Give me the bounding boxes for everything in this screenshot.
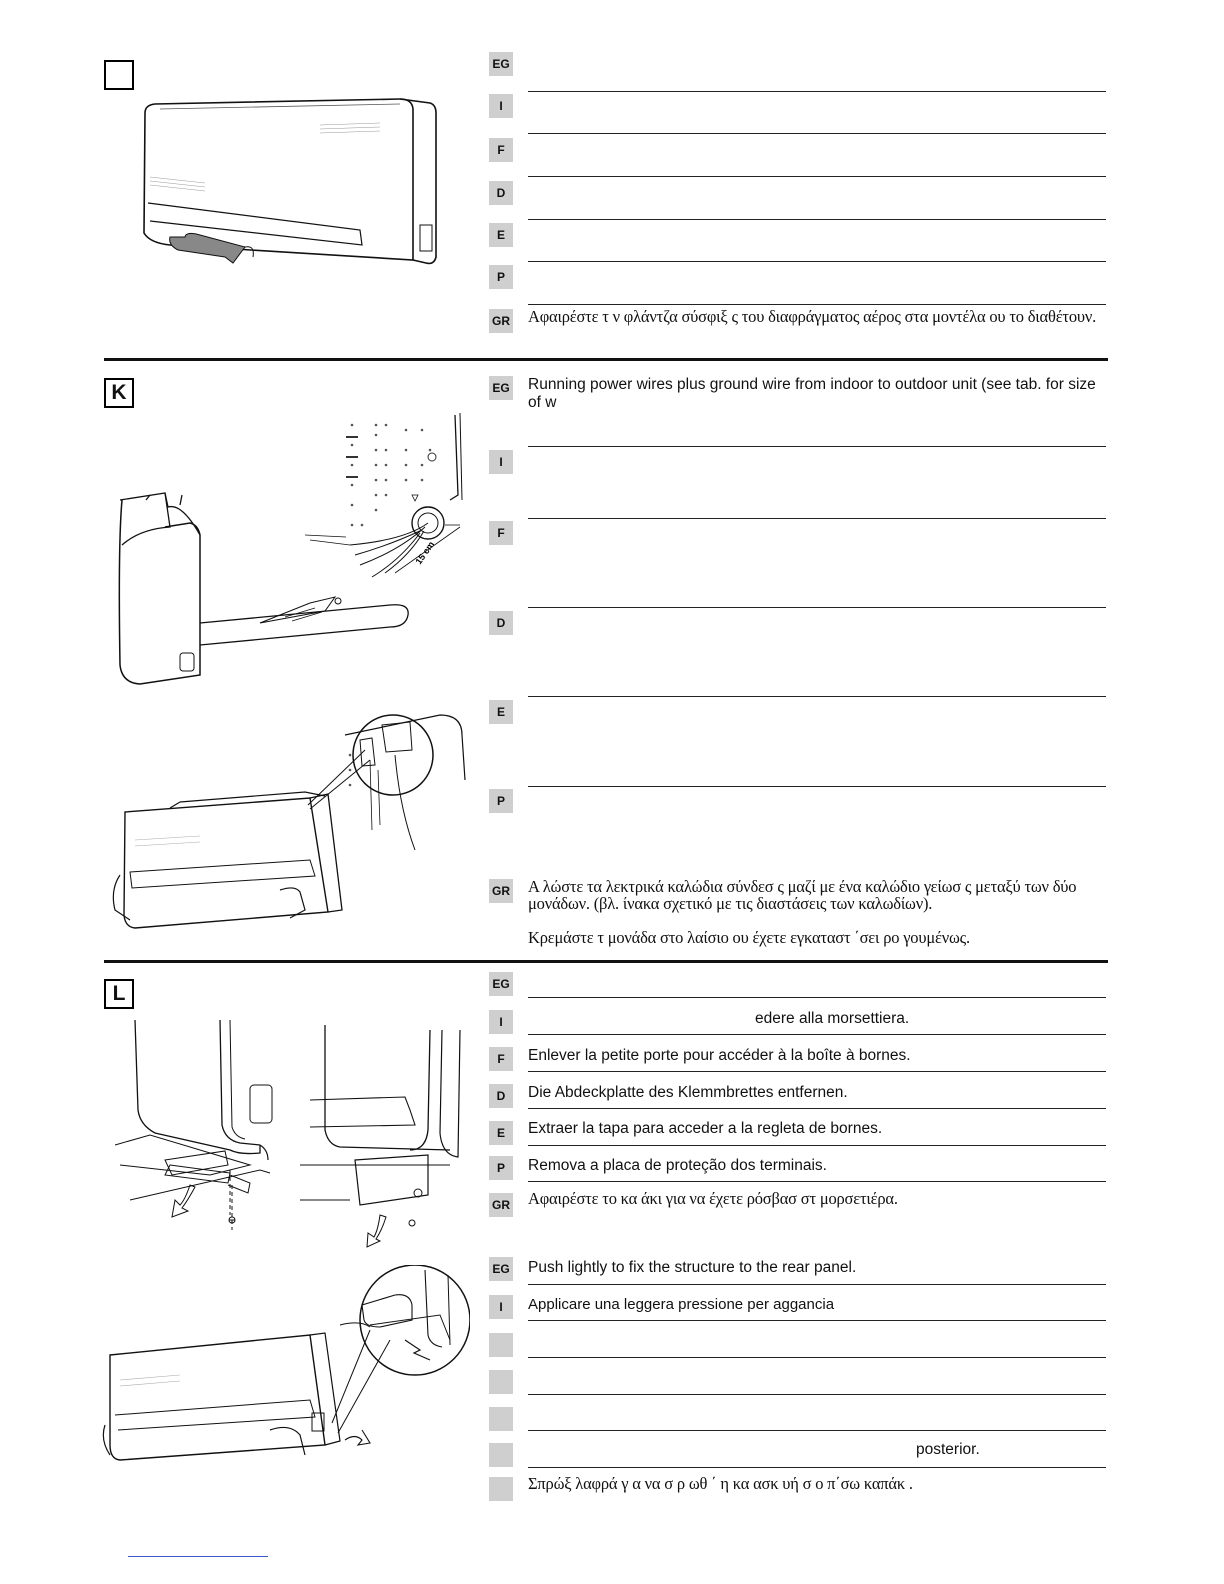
instruction-i-2: Applicare una leggera pressione per aggancia — [528, 1296, 835, 1313]
lang-tag-eg: EG — [489, 376, 513, 400]
lang-tag-f: F — [489, 138, 513, 162]
divider — [528, 607, 1106, 608]
lang-tag-eg: EG — [489, 972, 513, 996]
lang-tag-d: D — [489, 181, 513, 205]
lang-tag-i: I — [489, 94, 513, 118]
lang-tag-e: E — [489, 1121, 513, 1145]
instruction-eg-2: Push lightly to fix the structure to the rear panel. — [528, 1259, 857, 1276]
indoor-unit-flange-illustration — [130, 95, 445, 275]
instruction-gr-2: Σπρώξ λαφρά γ α να σ ρ ωθ ΄ η κα ασκ υή σ ο π΄σω καπάκ . — [528, 1474, 913, 1493]
lang-tag-blank — [489, 1370, 513, 1394]
divider — [528, 1320, 1106, 1321]
instruction-d: Die Abdeckplatte des Klemmbrettes entfernen. — [528, 1084, 848, 1101]
lang-tag-blank — [489, 1407, 513, 1431]
instruction-gr-2: Κρεμάστε τ μονάδα στο λαίσιο ου έχετε εγκαταστ ΄σει ρο γουμένως. — [528, 928, 970, 947]
divider — [528, 1145, 1106, 1146]
section-box-top — [104, 60, 134, 90]
lang-tag-e: E — [489, 700, 513, 724]
divider — [528, 1108, 1106, 1109]
hanging-unit-illustration — [110, 710, 470, 930]
lang-tag-gr: GR — [489, 1193, 513, 1217]
divider — [528, 91, 1106, 92]
section-divider — [104, 960, 1108, 963]
divider — [528, 696, 1106, 697]
divider — [528, 997, 1106, 998]
lang-tag-i: I — [489, 1295, 513, 1319]
instruction-p: Remova a placa de proteção dos terminais. — [528, 1157, 827, 1174]
instruction-p-2: posterior. — [916, 1441, 980, 1458]
divider — [528, 1430, 1106, 1431]
lang-tag-p: P — [489, 1156, 513, 1180]
footer-underline — [128, 1556, 268, 1557]
instruction-gr: Αφαιρέστε τ ν φλάντζα σύσφιξ ς του διαφράγματος αέρος στα μοντέλα ου το διαθέτουν. — [528, 307, 1097, 326]
lang-tag-f: F — [489, 1047, 513, 1071]
instruction-gr-1: Α λώστε τα λεκτρικά καλώδια σύνδεσ ς μαζί με ένα καλώδιο γείωσ ς μεταξύ των δύο μονάδων. (βλ. ίνακα σχετικό με τις διαστάσεις των καλωδίων). — [528, 877, 1077, 913]
divider — [528, 1034, 1106, 1035]
lang-tag-blank — [489, 1333, 513, 1357]
divider — [528, 1071, 1106, 1072]
divider — [528, 1284, 1106, 1285]
divider — [528, 1357, 1106, 1358]
lang-tag-d: D — [489, 1084, 513, 1108]
lang-tag-blank — [489, 1443, 513, 1467]
section-box-l: L — [104, 979, 134, 1009]
lang-tag-blank — [489, 1477, 513, 1501]
lang-tag-i: I — [489, 450, 513, 474]
fixing-structure-illustration — [100, 1265, 470, 1465]
divider — [528, 446, 1106, 447]
instruction-e: Extraer la tapa para acceder a la regleta de bornes. — [528, 1120, 883, 1137]
divider — [528, 1467, 1106, 1468]
divider — [528, 1394, 1106, 1395]
divider — [528, 219, 1106, 220]
divider — [528, 786, 1106, 787]
lang-tag-gr: GR — [489, 879, 513, 903]
dimension-label: 15 cm — [413, 539, 437, 567]
lang-tag-p: P — [489, 265, 513, 289]
lang-tag-f: F — [489, 521, 513, 545]
lang-tag-i: I — [489, 1010, 513, 1034]
instruction-eg: Running power wires plus ground wire from indoor to outdoor unit (see tab. for size of w — [528, 376, 1096, 411]
lang-tag-eg: EG — [489, 52, 513, 76]
divider — [528, 304, 1106, 305]
instruction-f: Enlever la petite porte pour accéder à la boîte à bornes. — [528, 1047, 911, 1064]
section-box-k: K — [104, 378, 134, 408]
lang-tag-eg: EG — [489, 1257, 513, 1281]
lang-tag-d: D — [489, 611, 513, 635]
lang-tag-gr: GR — [489, 309, 513, 333]
divider — [528, 133, 1106, 134]
divider — [528, 1181, 1106, 1182]
divider — [528, 176, 1106, 177]
terminal-cover-illustration — [110, 1015, 470, 1250]
lang-tag-e: E — [489, 223, 513, 247]
divider — [528, 261, 1106, 262]
wiring-illustration — [110, 405, 470, 695]
section-divider — [104, 358, 1108, 361]
instruction-gr: Αφαιρέστε το κα άκι για να έχετε ρόσβασ στ μορσετιέρα. — [528, 1189, 898, 1208]
lang-tag-p: P — [489, 789, 513, 813]
instruction-i: edere alla morsettiera. — [755, 1010, 910, 1027]
divider — [528, 518, 1106, 519]
